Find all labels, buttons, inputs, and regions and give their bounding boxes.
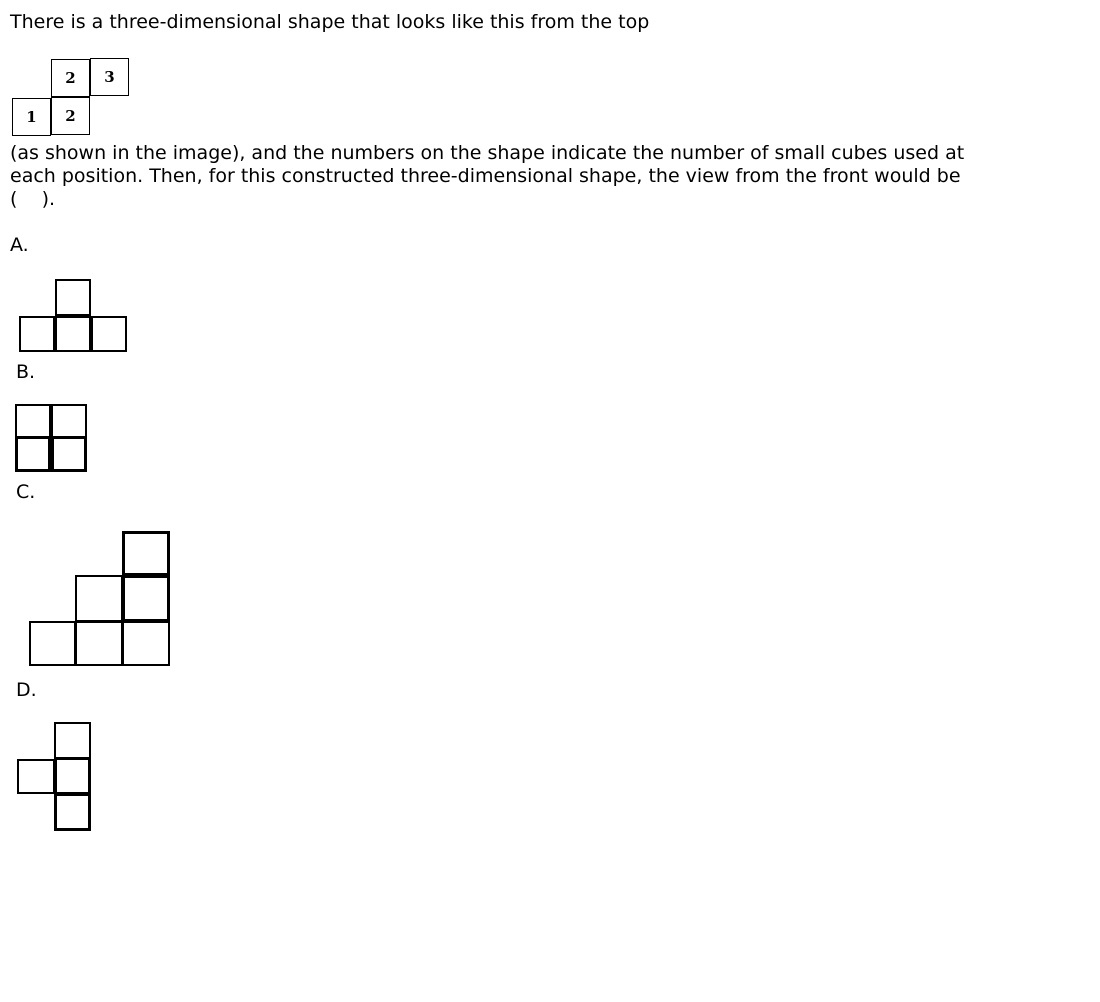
- option-a-cube: [19, 316, 55, 352]
- option-b-label[interactable]: B.: [16, 361, 36, 383]
- question-intro: There is a three-dimensional shape that looks like this from the top: [10, 11, 650, 33]
- top-view-cell: 2: [51, 97, 90, 135]
- top-view-cell: 3: [90, 58, 129, 96]
- option-a-cube: [55, 279, 91, 316]
- question-line-2: each position. Then, for this constructed three-dimensional shape, the view from the front would be: [10, 165, 961, 187]
- question-line-1: (as shown in the image), and the numbers on the shape indicate the number of small cubes used at: [10, 142, 965, 164]
- option-b-cube: [15, 436, 51, 472]
- option-b-cube: [51, 404, 87, 438]
- option-c-cube: [122, 531, 170, 576]
- option-b-cube: [15, 404, 51, 438]
- option-b-cube: [51, 436, 87, 472]
- top-view-cell: 1: [12, 98, 51, 136]
- option-c-label[interactable]: C.: [16, 481, 36, 503]
- option-d-cube: [17, 759, 55, 794]
- option-c-cube: [29, 621, 76, 666]
- option-d-cube: [54, 757, 91, 795]
- option-d-cube: [54, 793, 91, 831]
- option-d-label[interactable]: D.: [16, 679, 37, 701]
- option-a-cube: [55, 316, 91, 352]
- option-c-cube: [122, 621, 170, 666]
- option-c-cube: [122, 575, 170, 622]
- option-c-cube: [75, 575, 123, 622]
- option-d-cube: [54, 722, 91, 759]
- option-a-label[interactable]: A.: [10, 234, 29, 256]
- question-line-3: ( ).: [10, 188, 56, 210]
- option-c-cube: [75, 621, 123, 666]
- top-view-cell: 2: [51, 59, 90, 97]
- option-a-cube: [91, 316, 127, 352]
